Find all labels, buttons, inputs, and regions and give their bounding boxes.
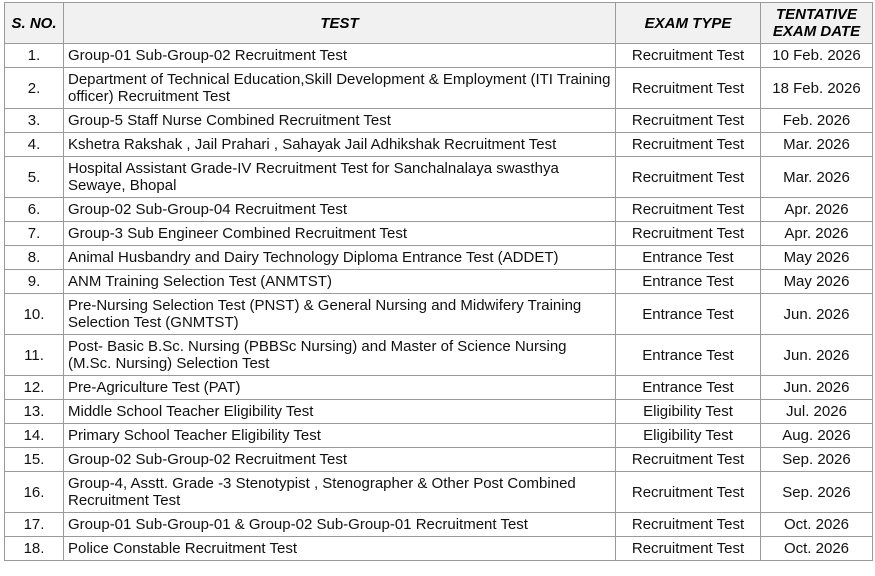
table-row: [5, 448, 873, 472]
cell-exam-date: Jun. 2026: [761, 335, 873, 376]
cell-exam-date: Apr. 2026: [761, 222, 873, 246]
cell-test: Primary School Teacher Eligibility Test: [64, 424, 616, 448]
table-row: [5, 222, 873, 246]
cell-sno: 8.: [5, 246, 64, 270]
table-body: [5, 44, 873, 561]
cell-exam-date: Apr. 2026: [761, 198, 873, 222]
table-row: [5, 133, 873, 157]
cell-exam-type: Eligibility Test: [616, 400, 761, 424]
cell-sno: 18.: [5, 537, 64, 561]
table-row: [5, 270, 873, 294]
cell-exam-date: Oct. 2026: [761, 513, 873, 537]
cell-test: Post- Basic B.Sc. Nursing (PBBSc Nursing) and Master of Science Nursing (M.Sc. Nursing) Selection Test: [64, 335, 616, 376]
cell-sno: 12.: [5, 376, 64, 400]
cell-test: Pre-Nursing Selection Test (PNST) & General Nursing and Midwifery Training Selection Test (GNMTST): [64, 294, 616, 335]
header-exam-date-line2: EXAM DATE: [772, 23, 861, 40]
header-sno: S. NO.: [5, 3, 64, 44]
cell-test: Hospital Assistant Grade-IV Recruitment Test for Sanchalnalaya swasthya Sewaye, Bhopal: [64, 157, 616, 198]
cell-exam-date: 10 Feb. 2026: [761, 44, 873, 68]
table-row: [5, 335, 873, 376]
header-exam-type: EXAM TYPE: [616, 3, 761, 44]
table-row: [5, 157, 873, 198]
cell-exam-type: Recruitment Test: [616, 513, 761, 537]
cell-sno: 7.: [5, 222, 64, 246]
cell-sno: 1.: [5, 44, 64, 68]
cell-exam-date: 18 Feb. 2026: [761, 68, 873, 109]
header-row: [5, 3, 873, 44]
table-row: [5, 198, 873, 222]
cell-test: Department of Technical Education,Skill Development & Employment (ITI Training officer) Recruitment Test: [64, 68, 616, 109]
cell-test: Kshetra Rakshak , Jail Prahari , Sahayak Jail Adhikshak Recruitment Test: [64, 133, 616, 157]
cell-exam-date: Mar. 2026: [761, 157, 873, 198]
cell-exam-type: Recruitment Test: [616, 157, 761, 198]
cell-sno: 9.: [5, 270, 64, 294]
cell-exam-type: Recruitment Test: [616, 44, 761, 68]
table-row: [5, 537, 873, 561]
header-exam-date: [761, 3, 873, 44]
cell-exam-date: May 2026: [761, 246, 873, 270]
cell-exam-type: Entrance Test: [616, 246, 761, 270]
cell-sno: 17.: [5, 513, 64, 537]
cell-sno: 16.: [5, 472, 64, 513]
table-row: [5, 376, 873, 400]
cell-test: Group-3 Sub Engineer Combined Recruitment Test: [64, 222, 616, 246]
cell-exam-date: Aug. 2026: [761, 424, 873, 448]
cell-test: Police Constable Recruitment Test: [64, 537, 616, 561]
cell-exam-type: Entrance Test: [616, 376, 761, 400]
cell-exam-date: May 2026: [761, 270, 873, 294]
cell-sno: 15.: [5, 448, 64, 472]
cell-exam-date: Oct. 2026: [761, 537, 873, 561]
cell-exam-type: Recruitment Test: [616, 68, 761, 109]
table-header: [5, 3, 873, 44]
cell-exam-type: Recruitment Test: [616, 222, 761, 246]
cell-sno: 6.: [5, 198, 64, 222]
table-row: [5, 513, 873, 537]
cell-exam-date: Sep. 2026: [761, 448, 873, 472]
cell-exam-type: Recruitment Test: [616, 109, 761, 133]
cell-test: Middle School Teacher Eligibility Test: [64, 400, 616, 424]
cell-sno: 3.: [5, 109, 64, 133]
header-test: TEST: [64, 3, 616, 44]
cell-exam-date: Jul. 2026: [761, 400, 873, 424]
cell-exam-date: Feb. 2026: [761, 109, 873, 133]
cell-exam-date: Jun. 2026: [761, 294, 873, 335]
cell-sno: 4.: [5, 133, 64, 157]
table-row: [5, 246, 873, 270]
header-exam-date-line1: TENTATIVE: [775, 6, 858, 23]
cell-test: Group-4, Asstt. Grade -3 Stenotypist , Stenographer & Other Post Combined Recruitment Test: [64, 472, 616, 513]
cell-sno: 14.: [5, 424, 64, 448]
cell-exam-type: Entrance Test: [616, 294, 761, 335]
cell-exam-date: Sep. 2026: [761, 472, 873, 513]
cell-test: Group-02 Sub-Group-04 Recruitment Test: [64, 198, 616, 222]
cell-exam-type: Entrance Test: [616, 270, 761, 294]
cell-test: Group-5 Staff Nurse Combined Recruitment Test: [64, 109, 616, 133]
cell-sno: 2.: [5, 68, 64, 109]
cell-sno: 10.: [5, 294, 64, 335]
cell-sno: 13.: [5, 400, 64, 424]
cell-sno: 5.: [5, 157, 64, 198]
table-row: [5, 44, 873, 68]
table-row: [5, 294, 873, 335]
table-row: [5, 400, 873, 424]
table-row: [5, 472, 873, 513]
cell-exam-type: Recruitment Test: [616, 472, 761, 513]
cell-exam-type: Recruitment Test: [616, 448, 761, 472]
cell-test: Group-02 Sub-Group-02 Recruitment Test: [64, 448, 616, 472]
cell-exam-type: Recruitment Test: [616, 537, 761, 561]
cell-test: Group-01 Sub-Group-02 Recruitment Test: [64, 44, 616, 68]
cell-sno: 11.: [5, 335, 64, 376]
cell-exam-type: Entrance Test: [616, 335, 761, 376]
cell-exam-date: Jun. 2026: [761, 376, 873, 400]
cell-test: Pre-Agriculture Test (PAT): [64, 376, 616, 400]
cell-test: Animal Husbandry and Dairy Technology Diploma Entrance Test (ADDET): [64, 246, 616, 270]
table-row: [5, 68, 873, 109]
table-row: [5, 424, 873, 448]
exam-schedule-table: [4, 2, 873, 561]
cell-exam-type: Recruitment Test: [616, 133, 761, 157]
cell-exam-type: Recruitment Test: [616, 198, 761, 222]
table-row: [5, 109, 873, 133]
cell-exam-type: Eligibility Test: [616, 424, 761, 448]
cell-exam-date: Mar. 2026: [761, 133, 873, 157]
cell-test: ANM Training Selection Test (ANMTST): [64, 270, 616, 294]
cell-test: Group-01 Sub-Group-01 & Group-02 Sub-Group-01 Recruitment Test: [64, 513, 616, 537]
